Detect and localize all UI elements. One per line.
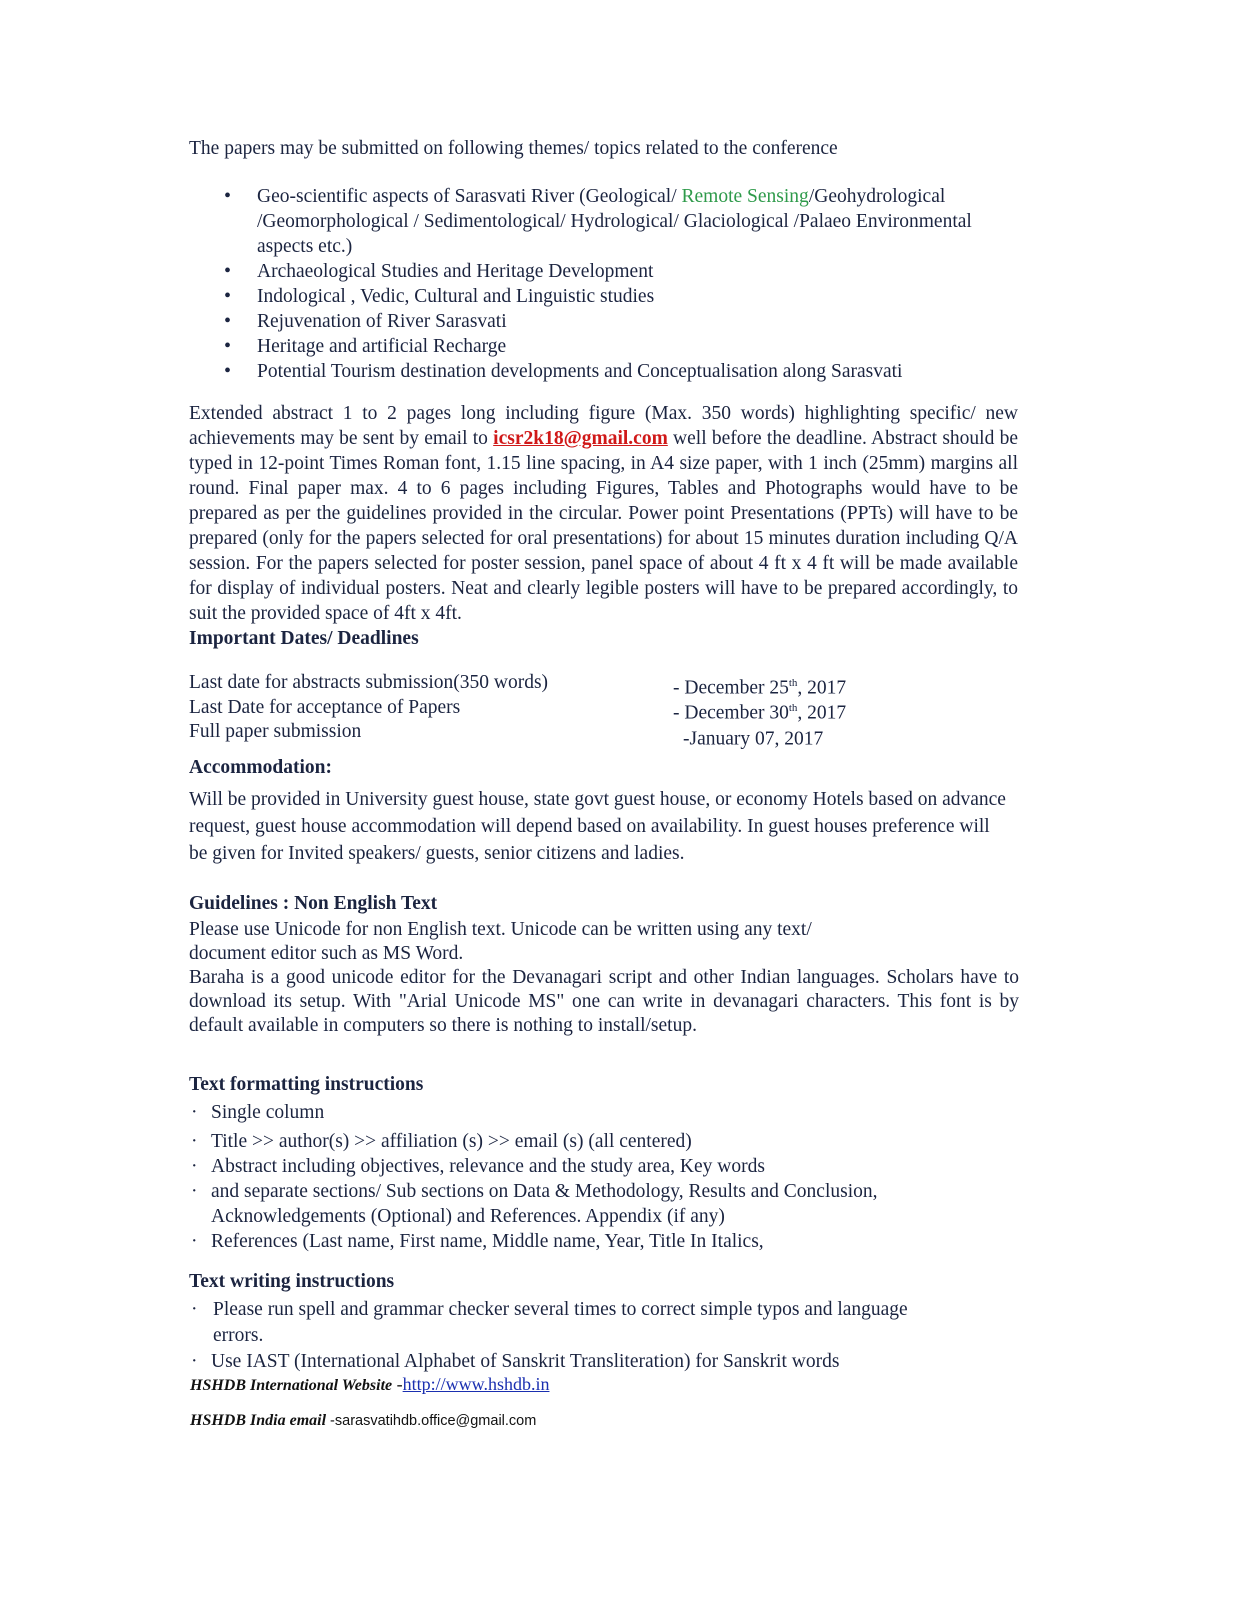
website-footer: HSHDB International Website -http://www.hshdb.in [190, 1374, 550, 1394]
list-item: · References (Last name, First name, Middle name, Year, Title In Italics, [189, 1229, 1019, 1254]
list-item: · Single column [189, 1100, 1019, 1125]
writing-heading: Text writing instructions [189, 1271, 395, 1292]
list-item: • Indological , Vedic, Cultural and Linguistic studies [189, 284, 1019, 309]
guidelines-heading: Guidelines : Non English Text [189, 893, 438, 914]
list-item: · Title >> author(s) >> affiliation (s) >> email (s) (all centered) [189, 1129, 1019, 1154]
abstract-text: Extended abstract 1 to 2 pages long including figure (Max. 350 words) highlighting specific/ new achievements may be sent by email to [189, 403, 1018, 449]
date-value: - December 30th, 2017 [673, 701, 847, 723]
website-label: HSHDB International Website [190, 1377, 393, 1394]
accommodation-heading: Accommodation: [189, 757, 332, 778]
date-value: - December 25th, 2017 [673, 677, 847, 699]
formatting-list [189, 1100, 1019, 1254]
remote-sensing-highlight: Remote Sensing [681, 186, 809, 207]
date-row [189, 720, 889, 750]
guidelines-line: Please use Unicode for non English text. Unicode can be written using any text/ [189, 919, 812, 940]
date-value: -January 07, 2017 [683, 728, 824, 750]
themes-intro: The papers may be submitted on following themes/ topics related to the conference [189, 138, 838, 159]
formatting-heading: Text formatting instructions [189, 1074, 424, 1095]
list-item: • Potential Tourism destination developments and Conceptualisation along Sarasvati [189, 359, 1019, 384]
email-footer [190, 1412, 536, 1430]
themes-list [189, 184, 1019, 384]
date-label: Last Date for acceptance of Papers [189, 696, 461, 718]
list-item: · Use IAST (International Alphabet of Sanskrit Transliteration) for Sanskrit words [189, 1349, 1019, 1375]
writing-list [189, 1297, 1019, 1375]
list-item: • Archaeological Studies and Heritage Development [189, 259, 1019, 284]
theme-text: /Geohydrological /Geomorphological / Sedimentological/ Hydrological/ Glaciological /Palaeo Environmental aspects etc.) [257, 186, 972, 257]
dates-table [189, 671, 889, 750]
list-item: • Rejuvenation of River Sarasvati [189, 309, 1019, 334]
date-label: Full paper submission [189, 721, 362, 742]
email-label: HSHDB India email [190, 1412, 327, 1429]
guidelines-text [189, 918, 1019, 1038]
list-item: · Please run spell and grammar checker several times to correct simple typos and language errors. [189, 1297, 1019, 1349]
office-email: -sarasvatihdb.office@gmail.com [326, 1413, 537, 1429]
date-row [189, 671, 889, 699]
abstract-text: well before the deadline. Abstract should be typed in 12-point Times Roman font, 1.15 line spacing, in A4 size paper, with 1 inch (25mm) margins all round. Final paper max. 4 to 6 pages including Figures, Tables and Photographs would have to be prepared as per the guidelines provided in the circular. Power point Presentations (PPTs) will have to be prepared (only for the papers selected for oral presentations) for about 15 minutes duration including Q/A session. For the papers selected for poster session, panel space of about 4 ft x 4 ft will be made available for display of individual posters. Neat and clearly legible posters will have to be prepared accordingly, to suit the provided space of 4ft x 4ft. [189, 428, 1018, 624]
website-link[interactable]: http://www.hshdb.in [402, 1374, 550, 1394]
list-item: • Heritage and artificial Recharge [189, 334, 1019, 359]
dates-heading: Important Dates/ Deadlines [189, 628, 419, 649]
date-row [189, 696, 889, 721]
list-item [189, 184, 1019, 259]
theme-text: Geo-scientific aspects of Sarasvati River (Geological/ [257, 186, 682, 207]
list-item: · and separate sections/ Sub sections on Data & Methodology, Results and Conclusion, Acknowledgements (Optional) and References. Appendix (if any) [189, 1179, 1019, 1229]
list-item: · Abstract including objectives, relevance and the study area, Key words [189, 1154, 1019, 1179]
abstract-paragraph [189, 401, 1018, 626]
guidelines-paragraph: Baraha is a good unicode editor for the Devanagari script and other Indian languages. Scholars have to download its setup. With "Arial Unicode MS" one can write in devanagari characters. This font is by default available in computers so there is nothing to install/setup. [189, 967, 1019, 1036]
date-label: Last date for abstracts submission(350 words) [189, 672, 549, 693]
conference-email-link[interactable]: icsr2k18@gmail.com [493, 428, 668, 449]
accommodation-text: Will be provided in University guest house, state govt guest house, or economy Hotels based on advance request, guest house accommodation will depend based on availability. In guest houses preference will be given for Invited speakers/ guests, senior citizens and ladies. [189, 789, 1006, 864]
guidelines-line: document editor such as MS Word. [189, 943, 464, 964]
